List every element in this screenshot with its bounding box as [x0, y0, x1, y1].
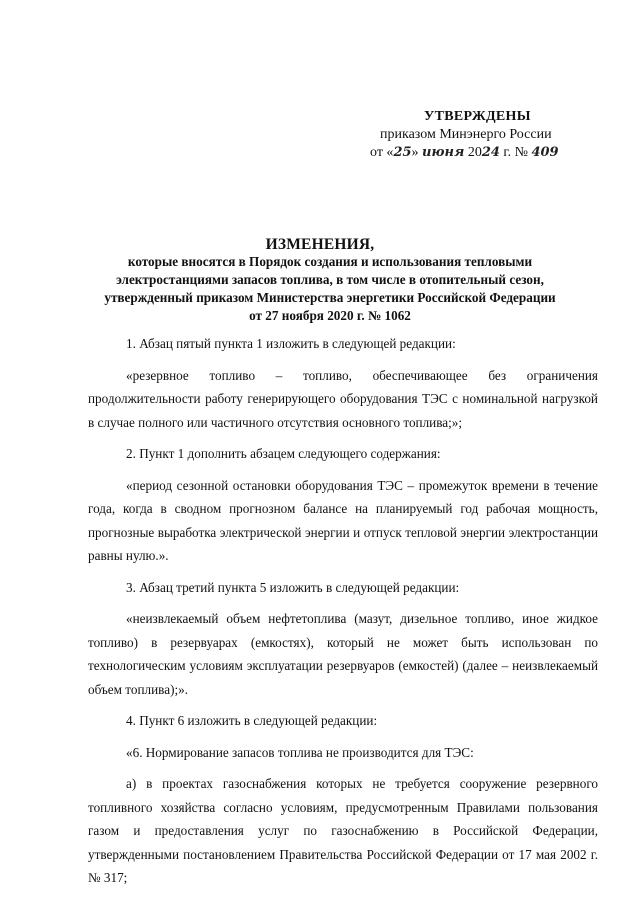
date-mid: » — [411, 145, 419, 160]
subtitle-line: от 27 ноября 2020 г. № 1062 — [249, 308, 411, 323]
handwritten-month: июня — [422, 145, 465, 160]
handwritten-year: 24 — [481, 145, 500, 160]
subtitle-line: электростанциями запасов топлива, в том числе в отопительный сезон, — [116, 272, 544, 287]
paragraph: «6. Нормирование запасов топлива не производится для ТЭС: — [126, 744, 474, 760]
paragraph: 4. Пункт 6 изложить в следующей редакции: — [126, 713, 378, 728]
paragraph: 3. Абзац третий пункта 5 изложить в следующей редакции: — [126, 579, 460, 595]
handwritten-number: 409 — [531, 145, 559, 160]
date-prefix: от « — [370, 145, 394, 160]
year-suffix: г. № — [499, 145, 528, 160]
year-prefix: 20 — [467, 145, 482, 160]
subtitle-line: которые вносятся в Порядок создания и использования тепловыми — [127, 254, 533, 269]
paragraph: «неизвлекаемый объем нефтетоплива (мазут, дизельное топливо, иное жидкое топливо) в резервуарах (емкостях), который не может быть использован по технологическим условиям эксплуатации резервуаров (емкостей) (далее – неизвлекаемый объем топлива);». — [88, 611, 598, 697]
document-subtitle — [80, 253, 580, 325]
handwritten-day: 25 — [393, 145, 412, 160]
approval-order: приказом Минэнерго России — [380, 127, 552, 142]
approval-label: УТВЕРЖДЕНЫ — [424, 109, 531, 124]
paragraph: «резервное топливо – топливо, обеспечивающее без ограничения продолжительности работу генерирующего оборудования ТЭС с номинальной нагрузкой в случае полного или частичного отсутствия основного топлива;»; — [88, 367, 598, 430]
subtitle-line: утвержденный приказом Министерства энергетики Российской Федерации — [104, 290, 556, 305]
document-title: ИЗМЕНЕНИЯ, — [265, 236, 375, 253]
paragraph: 1. Абзац пятый пункта 1 изложить в следующей редакции: — [126, 336, 456, 351]
paragraph: 2. Пункт 1 дополнить абзацем следующего содержания: — [126, 446, 441, 461]
approval-block — [340, 108, 600, 162]
document-body — [88, 332, 598, 890]
approval-date — [340, 144, 600, 162]
paragraph: а) в проектах газоснабжения которых не требуется сооружение резервного топливного хозяйства согласно условиям, предусмотренным Правилами пользования газом и предоставления услуг по газоснабжению в Российской Федерации, утвержденными постановлением Правительства Российской Федерации от 17 мая 2002 г. № 317; — [88, 776, 598, 885]
paragraph: «период сезонной остановки оборудования ТЭС – промежуток времени в течение года, когда в сводном прогнозном балансе на планируемый год рабочая мощность, прогнозные выработка электрической энергии и отпуск тепловой энергии электростанции равны нулю.». — [88, 477, 598, 563]
